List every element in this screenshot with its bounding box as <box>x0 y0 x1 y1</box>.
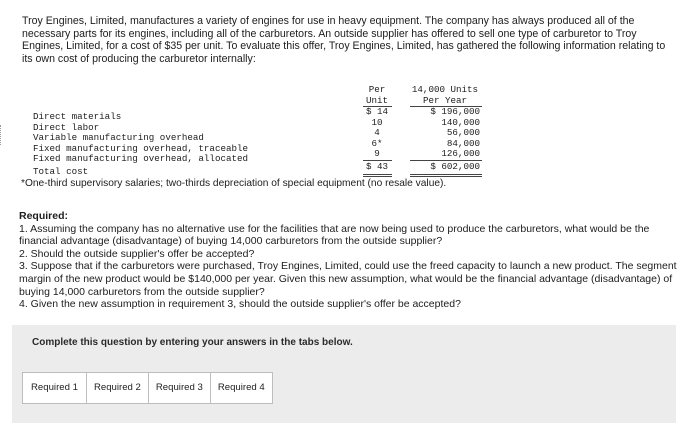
row-per-unit: 4 <box>374 127 380 138</box>
required-item-4: 4. Given the new assumption in requirement 3, should the outside supplier's offer be accepted? <box>19 298 461 311</box>
per-year-header-line1: 14,000 Units <box>411 84 479 95</box>
row-per-unit: 10 <box>371 116 383 128</box>
row-per-unit: 9 <box>374 148 380 159</box>
tab-required-2[interactable]: Required 2 <box>86 372 149 404</box>
row-per-unit: 6* <box>371 137 383 149</box>
problem-intro: Troy Engines, Limited, manufactures a variety of engines for use in heavy equipment. The company has always produced all of the necessary parts for its engines, including all of the carburetors. An outside supplier has offered to sell one type of carburetor to Troy Engines, Limited, for a cost of $35 per unit. To evaluate this offer, Troy Engines, Limited, has gathered the following information relating to its own cost of producing the carburetor internally: <box>22 15 666 65</box>
total-label: Total cost <box>33 166 89 177</box>
row-per-year: 56,000 <box>446 127 480 138</box>
required-section <box>19 210 684 311</box>
row-label: Direct materials <box>33 111 122 122</box>
per-unit-total-rule-1 <box>363 174 392 175</box>
per-unit-total-rule-2 <box>363 176 392 177</box>
row-per-unit: $ 14 <box>365 106 389 117</box>
per-unit-header-line1: Per <box>368 84 386 95</box>
answer-panel <box>12 325 676 423</box>
row-per-year: $ 196,000 <box>430 106 480 117</box>
row-per-year: 126,000 <box>441 148 480 159</box>
row-label: Fixed manufacturing overhead, traceable <box>33 142 249 154</box>
required-item-1: 1. Assuming the company has no alternative use for the facilities that are now being used to produce the carburetors, what would be the financial advantage (disadvantage) of buying 14,000 carburetors from the outside supplier? <box>19 222 650 248</box>
per-unit-header-line2: Unit <box>365 94 389 106</box>
panel-instruction: Complete this question by entering your answers in the tabs below. <box>32 337 353 348</box>
row-label: Variable manufacturing overhead <box>33 132 204 143</box>
tab-required-3[interactable]: Required 3 <box>148 372 211 404</box>
tab-required-1[interactable]: Required 1 <box>22 372 87 404</box>
row-label: Direct labor <box>33 121 100 133</box>
required-item-3: 3. Suppose that if the carburetors were purchased, Troy Engines, Limited, could use the freed capacity to launch a new product. The segment margin of the new product would be $140,000 per year. Given this new assumption, what would be the financial advantage (disadvantage) of buying 14,000 carburetors from the outside supplier? <box>19 260 677 298</box>
row-label: Fixed manufacturing overhead, allocated <box>33 153 249 164</box>
tab-required-4[interactable]: Required 4 <box>210 372 273 404</box>
table-footnote: *One-third supervisory salaries; two-thirds depreciation of special equipment (no resale value). <box>21 178 447 189</box>
row-per-year: 84,000 <box>446 137 480 149</box>
per-year-header-line2: Per Year <box>422 94 468 106</box>
total-per-unit: $ 43 <box>365 161 389 172</box>
page-edge-mark <box>0 125 6 145</box>
row-per-year: 140,000 <box>441 116 480 128</box>
per-year-total-rule-2 <box>410 176 482 177</box>
required-heading: Required: <box>19 210 69 222</box>
per-unit-header <box>359 85 395 106</box>
per-year-total-rule-1 <box>410 174 482 175</box>
total-per-year: $ 602,000 <box>430 161 480 172</box>
required-item-2: 2. Should the outside supplier's offer be accepted? <box>19 247 255 260</box>
per-year-header <box>406 85 484 106</box>
required-tabs <box>22 372 272 404</box>
